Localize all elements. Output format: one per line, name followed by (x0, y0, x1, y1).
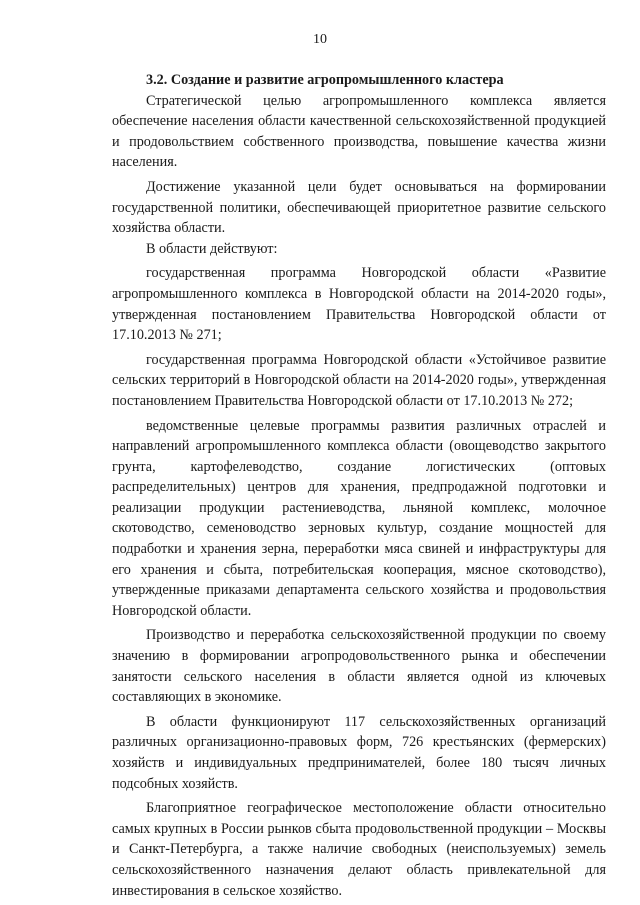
paragraph-goal-achievement: Достижение указанной цели будет основываться на формировании государственной политики, обеспечивающей приоритетное развитие сельского хозяйства области. (112, 178, 606, 237)
paragraph-program-272: государственная программа Новгородской области «Устойчивое развитие сельских территорий в Новгородской области на 2014-2020 годы», утвержденная постановлением Правительства Новгородской области от 17.10.2013 № 272; (112, 351, 606, 409)
paragraph-program-271: государственная программа Новгородской области «Развитие агропромышленного комплекса в Новгородской области на 2014-2020 годы», утвержденная постановлением Правительства Новгородской области от 17.10.2013 № 271; (112, 265, 606, 344)
paragraph-departmental-programs: ведомственные целевые программы развития различных отраслей и направлений агропромышленного комплекса области (овощеводство закрытого грунта, картофелеводство, создание логистических (оптовых распределительных) центров для хранения, предпродажной подготовки и реализации продукции растениеводства, льняной комплекс, молочное скотоводство, семеноводство зерновых культур, создание мощностей для подработки и хранения зерна, переработки мяса свиней и инфраструктуры для его хранения и сбыта, потребительская кооперация, мясное скотоводство), утвержденные приказами департамента сельского хозяйства и продовольствия Новгородской области. (112, 417, 606, 619)
paragraph-organizations-count: В области функционируют 117 сельскохозяйственных организаций различных организационно-правовых форм, 726 крестьянских (фермерских) хозяйств и индивидуальных предпринимателей, более 180 тысяч личных подсобных хозяйств. (112, 713, 606, 792)
page-number: 10 (313, 32, 327, 47)
paragraph-production-processing: Производство и переработка сельскохозяйственной продукции по своему значению в формировании агропродовольственного рынка и обеспечении занятости сельского населения в области является одной из ключевых составляющих в экономике. (112, 627, 606, 706)
document-body (112, 70, 606, 901)
paragraph-programs-intro: В области действуют: (146, 240, 278, 257)
section-heading: 3.2. Создание и развитие агропромышленного кластера (146, 72, 504, 88)
paragraph-geographic-location: Благоприятное географическое местоположение области относительно самых крупных в России рынков сбыта продовольственной продукции – Москвы и Санкт-Петербурга, а также наличие свободных (неиспользуемых) земель сельскохозяйственного назначения делают область привлекательной для инвестирования в сельское хозяйство. (112, 800, 606, 899)
paragraph-strategic-goal: Стратегической целью агропромышленного комплекса является обеспечение населения области качественной сельскохозяйственной продукцией и продовольствием собственного производства, повышение качества жизни населения. (112, 92, 606, 171)
